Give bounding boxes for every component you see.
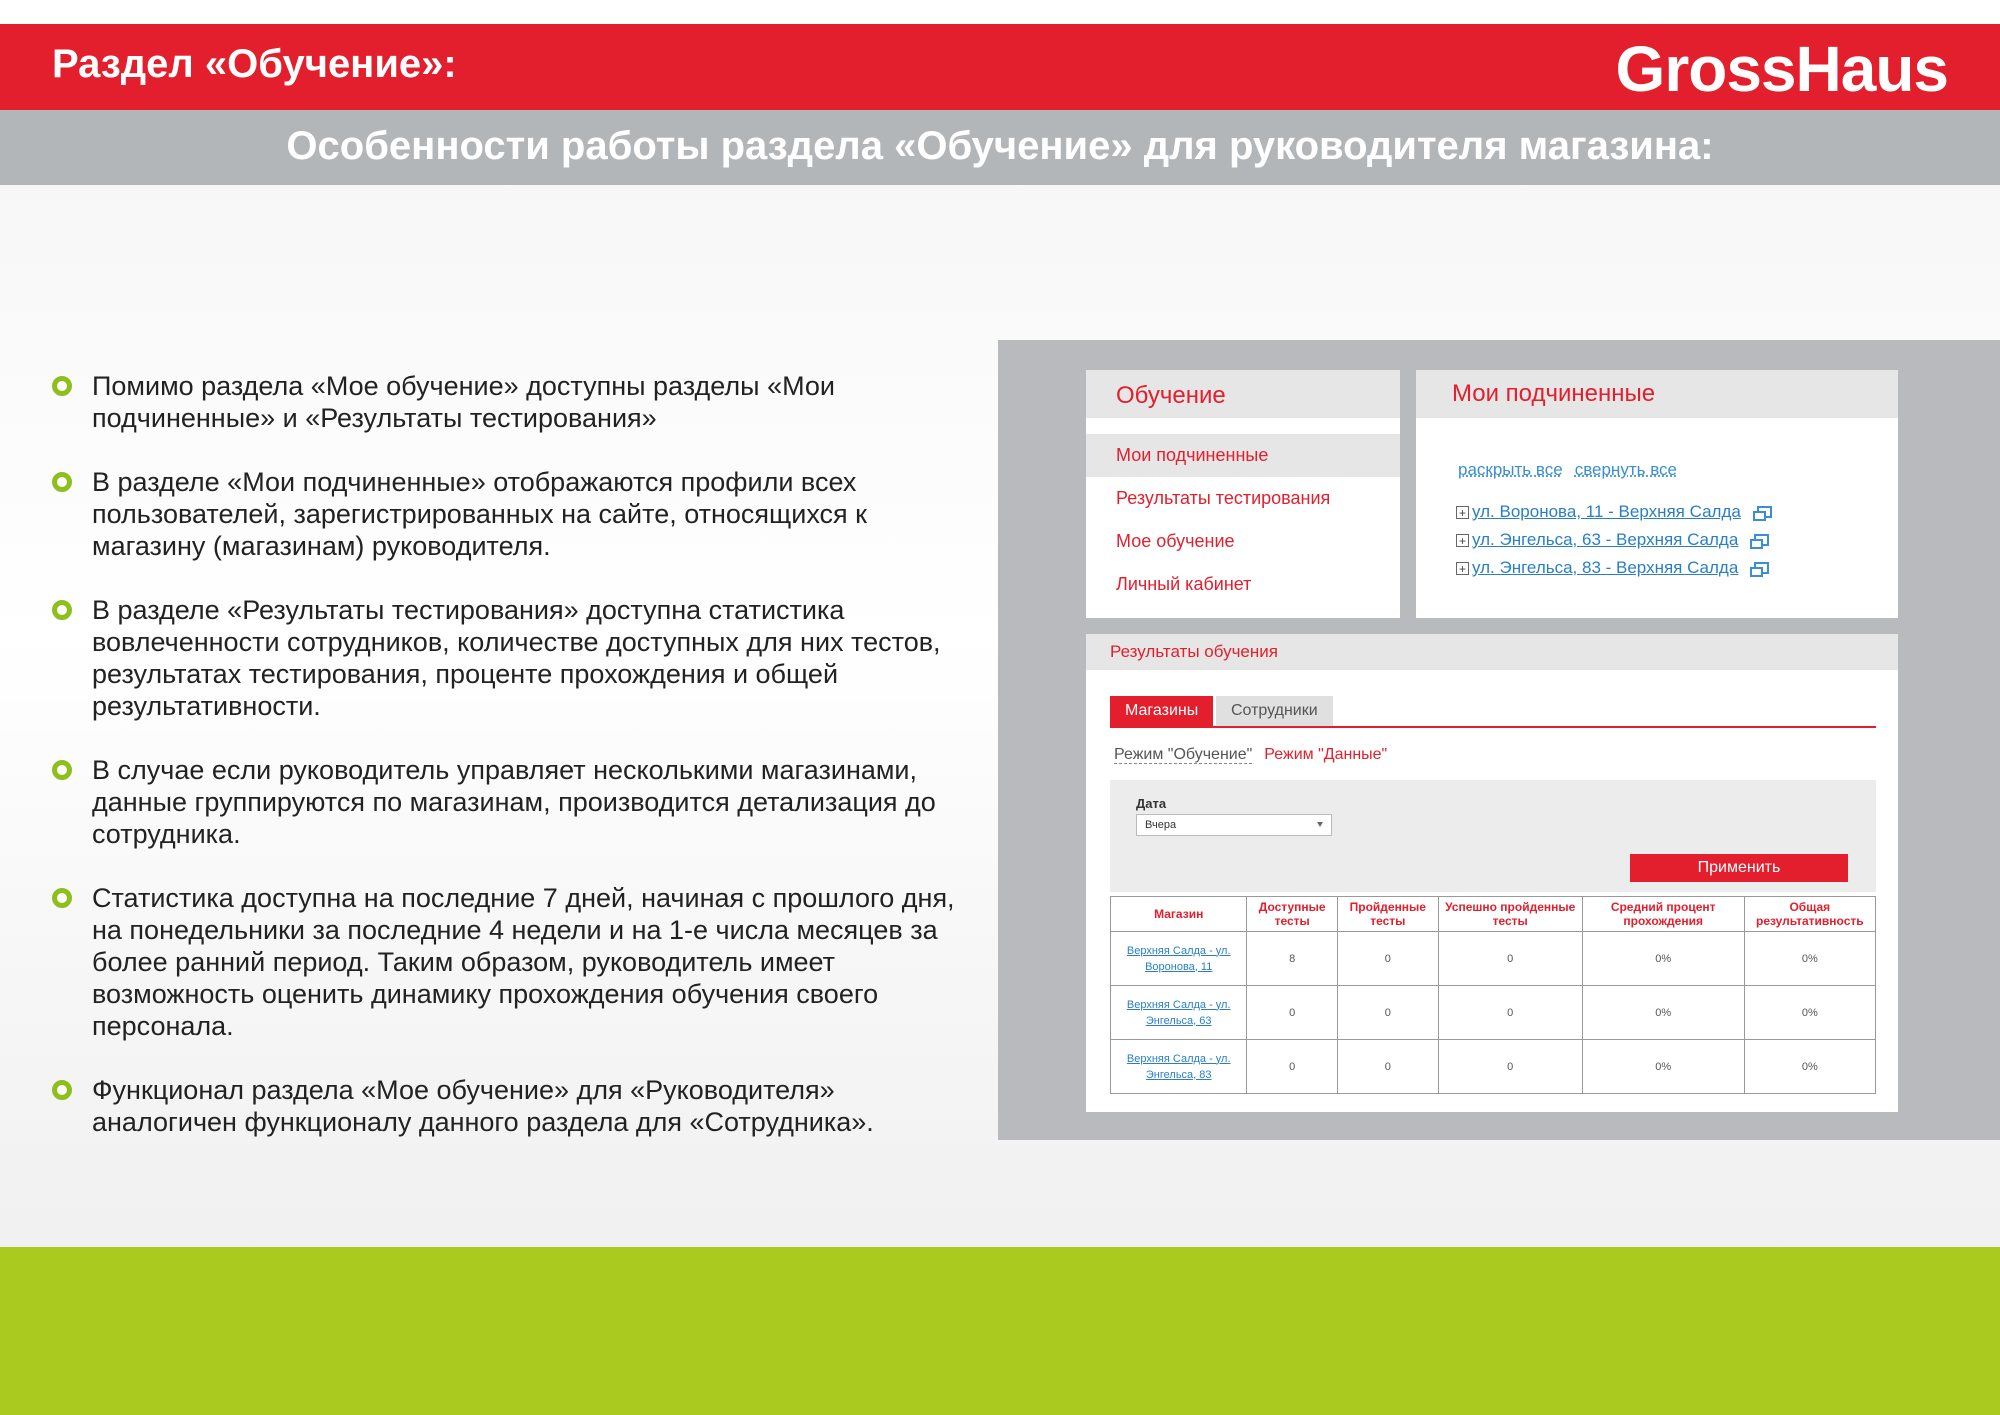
screenshot-panel	[998, 340, 2000, 1140]
table-cell: 0	[1337, 932, 1438, 986]
list-item	[1456, 554, 1769, 582]
results-title: Результаты обучения	[1086, 634, 1898, 670]
column-header: Общая результативность	[1744, 897, 1875, 932]
store-tree	[1456, 498, 1769, 582]
subordinates-title: Мои подчиненные	[1416, 370, 1898, 418]
open-window-icon[interactable]	[1753, 506, 1769, 519]
column-header: Средний процент прохождения	[1582, 897, 1744, 932]
table-cell: 0%	[1744, 1040, 1875, 1094]
list-item	[50, 594, 985, 722]
table-cell: 0%	[1744, 932, 1875, 986]
results-tabs	[1110, 696, 1876, 728]
table-cell: 0	[1438, 1040, 1582, 1094]
page-subtitle: Особенности работы раздела «Обучение» для руководителя магазина:	[286, 124, 1714, 168]
top-strip	[0, 0, 2000, 24]
filter-panel	[1110, 780, 1876, 892]
store-link[interactable]: ул. Энгельса, 83 - Верхняя Салда	[1472, 558, 1739, 577]
header-bar	[0, 24, 2000, 110]
date-label: Дата	[1136, 796, 1167, 811]
feature-list	[50, 370, 985, 1170]
list-item	[50, 466, 985, 562]
table-cell: 8	[1247, 932, 1338, 986]
mode-switch	[1114, 746, 1387, 764]
results-card	[1086, 634, 1898, 1112]
table-cell: 0%	[1582, 1040, 1744, 1094]
table-cell: 0	[1247, 1040, 1338, 1094]
list-item	[50, 370, 985, 434]
list-item	[1456, 498, 1769, 526]
list-item-text: В случае если руководитель управляет несколькими магазинами, данные группируются по магазинам, производится детализация до сотрудника.	[92, 755, 936, 849]
expand-all-link[interactable]: раскрыть все	[1458, 460, 1563, 479]
expand-plus-icon[interactable]: +	[1456, 534, 1469, 547]
list-item-text: Функционал раздела «Мое обучение» для «Руководителя» аналогичен функционалу данного раздела для «Сотрудника».	[92, 1075, 874, 1137]
table-cell: 0	[1438, 932, 1582, 986]
open-window-icon[interactable]	[1750, 534, 1766, 547]
expand-plus-icon[interactable]: +	[1456, 506, 1469, 519]
column-header: Пройденные тесты	[1337, 897, 1438, 932]
menu-item-test-results[interactable]: Результаты тестирования	[1116, 488, 1331, 508]
apply-button[interactable]: Применить	[1630, 854, 1848, 882]
menu-item-personal-account[interactable]: Личный кабинет	[1116, 574, 1252, 594]
collapse-all-link[interactable]: свернуть все	[1574, 460, 1677, 479]
list-item-text: В разделе «Мои подчиненные» отображаются профили всех пользователей, зарегистрированных на сайте, относящихся к магазину (магазинам) руководителя.	[92, 467, 867, 561]
footer-band	[0, 1247, 2000, 1415]
table-cell: 0	[1247, 986, 1338, 1040]
store-link[interactable]: Верхняя Салда - ул. Энгельса, 83	[1111, 1040, 1247, 1094]
list-item	[50, 754, 985, 850]
grosshaus-logo: GrossHaus	[1615, 33, 1948, 105]
education-menu	[1086, 434, 1400, 606]
store-link[interactable]: ул. Воронова, 11 - Верхняя Салда	[1472, 502, 1741, 521]
tab-employees[interactable]: Сотрудники	[1216, 696, 1333, 726]
table-cell: 0%	[1582, 986, 1744, 1040]
table-header-row	[1111, 897, 1876, 932]
results-table	[1110, 896, 1876, 1094]
table-cell: 0	[1337, 986, 1438, 1040]
tab-stores[interactable]: Магазины	[1110, 696, 1213, 726]
date-select[interactable]	[1136, 814, 1332, 836]
table-cell: 0%	[1744, 986, 1875, 1040]
list-item-text: В разделе «Результаты тестирования» доступна статистика вовлеченности сотрудников, количестве доступных для них тестов, результатах тестирования, проценте прохождения и общей результативности.	[92, 595, 941, 721]
list-item-text: Статистика доступна на последние 7 дней, начиная с прошлого дня, на понедельники за последние 4 недели и на 1-е числа месяцев за более ранний период. Таким образом, руководитель имеет возможность оценить динамику прохождения обучения своего персонала.	[92, 883, 955, 1041]
menu-item-my-education[interactable]: Мое обучение	[1116, 531, 1235, 551]
chevron-down-icon	[1317, 822, 1323, 827]
bullet-circle-icon	[52, 600, 72, 620]
mode-education-link[interactable]: Режим "Обучение"	[1114, 746, 1253, 763]
store-link[interactable]: Верхняя Салда - ул. Воронова, 11	[1111, 932, 1247, 986]
bullet-circle-icon	[52, 888, 72, 908]
menu-item-subordinates[interactable]: Мои подчиненные	[1086, 434, 1400, 477]
education-menu-card	[1086, 370, 1400, 618]
expand-plus-icon[interactable]: +	[1456, 562, 1469, 575]
subtitle-bar	[0, 110, 2000, 185]
column-header: Доступные тесты	[1247, 897, 1338, 932]
list-item	[1456, 526, 1769, 554]
bullet-circle-icon	[52, 760, 72, 780]
bullet-circle-icon	[52, 472, 72, 492]
tree-controls	[1458, 460, 1689, 480]
list-item	[50, 1074, 985, 1138]
table-cell: 0%	[1582, 932, 1744, 986]
table-cell: 0	[1438, 986, 1582, 1040]
store-link[interactable]: Верхняя Салда - ул. Энгельса, 63	[1111, 986, 1247, 1040]
open-window-icon[interactable]	[1750, 562, 1766, 575]
column-header: Магазин	[1111, 897, 1247, 932]
table-row	[1111, 1040, 1876, 1094]
mode-data-link[interactable]: Режим "Данные"	[1264, 746, 1388, 763]
table-cell: 0	[1337, 1040, 1438, 1094]
bullet-circle-icon	[52, 376, 72, 396]
table-row	[1111, 932, 1876, 986]
page-title: Раздел «Обучение»:	[52, 42, 457, 86]
list-item-text: Помимо раздела «Мое обучение» доступны разделы «Мои подчиненные» и «Результаты тестирования»	[92, 371, 835, 433]
subordinates-card	[1416, 370, 1898, 618]
store-link[interactable]: ул. Энгельса, 63 - Верхняя Салда	[1472, 530, 1739, 549]
bullet-circle-icon	[52, 1080, 72, 1100]
list-item	[50, 882, 985, 1042]
education-menu-title: Обучение	[1086, 370, 1400, 418]
date-select-value: Вчера	[1145, 819, 1177, 831]
column-header: Успешно пройденные тесты	[1438, 897, 1582, 932]
table-row	[1111, 986, 1876, 1040]
